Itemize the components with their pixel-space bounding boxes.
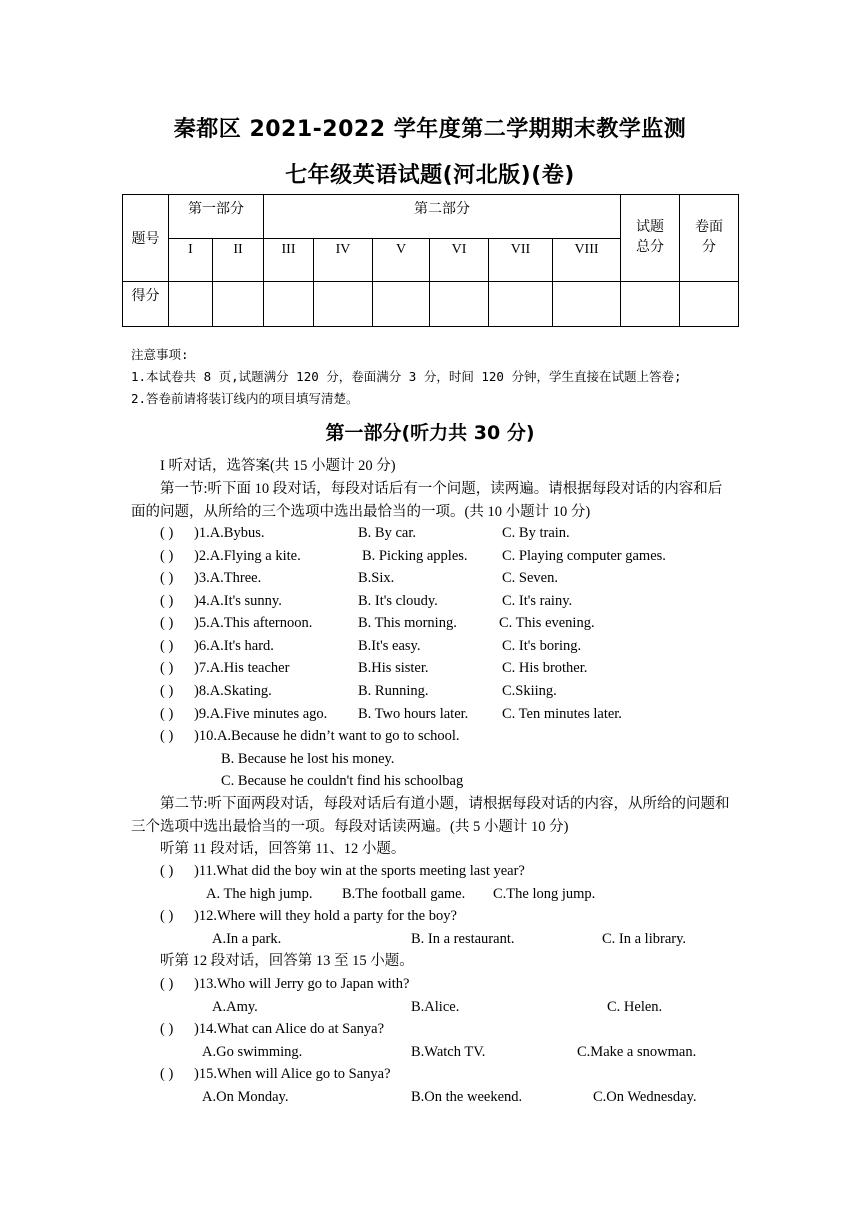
question-option-b: B. It's cloudy.: [358, 593, 438, 609]
answer-blank[interactable]: ( ): [160, 660, 174, 676]
question-option-c: C. It's boring.: [502, 638, 582, 654]
question-option-c: C. Helen.: [607, 999, 663, 1015]
question-option-c: C. Seven.: [502, 570, 558, 586]
answer-blank[interactable]: ( ): [160, 638, 174, 654]
section-title: 第一部分(听力共 30 分): [325, 422, 535, 444]
question-option-b: B. In a restaurant.: [411, 931, 515, 947]
question-number-header: 题号: [123, 195, 169, 282]
section2-instructions: 第二节:听下面两段对话，每段对话后有道小题，请根据每段对话的内容，从所给的问题和三个选项中选出最恰当的一项。每段对话读两遍。(共 5 小题计 10 分): [131, 796, 730, 835]
question-stem: )14.What can Alice do at Sanya?: [194, 1021, 385, 1037]
score-cell[interactable]: [489, 282, 553, 327]
question-option-b: B.On the weekend.: [411, 1089, 523, 1105]
question-option-b: B.Alice.: [411, 999, 460, 1015]
question-stem: )15.When will Alice go to Sanya?: [194, 1066, 391, 1082]
question-option-b: B. Two hours later.: [358, 706, 469, 722]
question-option-b: B.His sister.: [358, 660, 429, 676]
question-option-b: B. Because he lost his money.: [221, 751, 395, 767]
question-option-c: C. This evening.: [499, 615, 595, 631]
question-option-c: C. Ten minutes later.: [502, 706, 622, 722]
part2-header: 第二部分: [264, 195, 621, 239]
answer-blank[interactable]: ( ): [160, 683, 174, 699]
question-option-a: A.In a park.: [212, 931, 282, 947]
score-cell[interactable]: [169, 282, 213, 327]
question-option-c: C. Because he couldn't find his schoolbag: [221, 773, 464, 789]
answer-blank[interactable]: ( ): [160, 615, 174, 631]
section-ii-header: II: [213, 239, 264, 282]
answer-blank[interactable]: ( ): [160, 863, 174, 879]
answer-blank[interactable]: ( ): [160, 976, 174, 992]
notes-block: [131, 344, 682, 410]
question-stem: )13.Who will Jerry go to Japan with?: [194, 976, 410, 992]
score-cell[interactable]: [680, 282, 739, 327]
answer-blank[interactable]: ( ): [160, 593, 174, 609]
section-vi-header: VI: [430, 239, 489, 282]
answer-blank[interactable]: ( ): [160, 1066, 174, 1082]
section-v-header: V: [373, 239, 430, 282]
score-cell[interactable]: [264, 282, 314, 327]
section1-instructions: 第一节:听下面 10 段对话，每段对话后有一个问题，读两遍。请根据每段对话的内容和后面的问题，从所给的三个选项中选出最恰当的一项。(共 10 小题计 10 分): [131, 481, 723, 520]
question-option-c: C.The long jump.: [493, 886, 596, 902]
section-iv-header: IV: [314, 239, 373, 282]
notes-item: 1.本试卷共 8 页,试题满分 120 分，卷面满分 3 分，时间 120 分钟，学生直接在试题上答卷;: [131, 369, 682, 384]
notes-heading: 注意事项:: [131, 347, 189, 362]
part1-header: 第一部分: [169, 195, 264, 239]
score-cell[interactable]: [373, 282, 430, 327]
section-iii-header: III: [264, 239, 314, 282]
question-option-a: A.Amy.: [212, 999, 258, 1015]
score-cell[interactable]: [553, 282, 621, 327]
score-cell[interactable]: [213, 282, 264, 327]
answer-blank[interactable]: ( ): [160, 908, 174, 924]
exam-title: 秦都区 2021-2022 学年度第二学期期末教学监测: [173, 117, 687, 142]
answer-blank[interactable]: ( ): [160, 570, 174, 586]
question-option-a: )4.A.It's sunny.: [194, 593, 282, 609]
answer-blank[interactable]: ( ): [160, 706, 174, 722]
question-option-b: B.The football game.: [342, 886, 466, 902]
question-option-c: C. By train.: [502, 525, 570, 541]
score-cell[interactable]: [314, 282, 373, 327]
section-vii-header: VII: [489, 239, 553, 282]
question-option-a: )10.A.Because he didn’t want to go to school.: [194, 728, 460, 744]
score-cell[interactable]: [621, 282, 680, 327]
question-option-c: C. Playing computer games.: [502, 548, 666, 564]
question-option-a: )1.A.Bybus.: [194, 525, 265, 541]
question-option-a: )9.A.Five minutes ago.: [194, 706, 328, 722]
question-option-c: C. It's rainy.: [502, 593, 573, 609]
answer-blank[interactable]: ( ): [160, 525, 174, 541]
question-option-b: B. This morning.: [358, 615, 457, 631]
part-heading: I 听对话，选答案(共 15 小题计 20 分): [160, 458, 396, 474]
question-option-a: A. The high jump.: [206, 886, 313, 902]
notes-item: 2.答卷前请将装订线内的项目填写清楚。: [131, 391, 359, 406]
question-option-b: B. Picking apples.: [362, 548, 468, 564]
question-option-a: )2.A.Flying a kite.: [194, 548, 301, 564]
question-option-c: C.Skiing.: [502, 683, 557, 699]
score-cell[interactable]: [430, 282, 489, 327]
question-option-a: )3.A.Three.: [194, 570, 262, 586]
question-stem: )11.What did the boy win at the sports meeting last year?: [194, 863, 525, 879]
question-option-a: )5.A.This afternoon.: [194, 615, 313, 631]
question-option-a: )8.A.Skating.: [194, 683, 272, 699]
question-option-b: B.Watch TV.: [411, 1044, 486, 1060]
answer-blank[interactable]: ( ): [160, 728, 174, 744]
question-option-a: )7.A.His teacher: [194, 660, 290, 676]
total-score-header: 试题 总分: [621, 195, 680, 282]
question-option-c: C. His brother.: [502, 660, 588, 676]
question-option-c: C.On Wednesday.: [593, 1089, 697, 1105]
score-table: [122, 194, 739, 327]
question-option-a: A.On Monday.: [202, 1089, 289, 1105]
question-stem: )12.Where will they hold a party for the boy?: [194, 908, 457, 924]
question-option-b: B.It's easy.: [358, 638, 421, 654]
section-viii-header: VIII: [553, 239, 621, 282]
question-option-b: B.Six.: [358, 570, 395, 586]
dialog-intro: 听第 11 段对话，回答第 11、12 小题。: [160, 841, 406, 857]
answer-blank[interactable]: ( ): [160, 548, 174, 564]
score-row-label: 得分: [123, 282, 169, 327]
question-option-b: B. By car.: [358, 525, 416, 541]
question-option-b: B. Running.: [358, 683, 429, 699]
question-option-c: C. In a library.: [602, 931, 687, 947]
dialog-intro: 听第 12 段对话，回答第 13 至 15 小题。: [160, 953, 414, 969]
paper-score-header: 卷面 分: [680, 195, 739, 282]
answer-blank[interactable]: ( ): [160, 1021, 174, 1037]
exam-subtitle: 七年级英语试题(河北版)(卷): [285, 163, 575, 188]
question-option-c: C.Make a snowman.: [577, 1044, 697, 1060]
question-option-a: A.Go swimming.: [202, 1044, 303, 1060]
section-i-header: I: [169, 239, 213, 282]
question-option-a: )6.A.It's hard.: [194, 638, 274, 654]
